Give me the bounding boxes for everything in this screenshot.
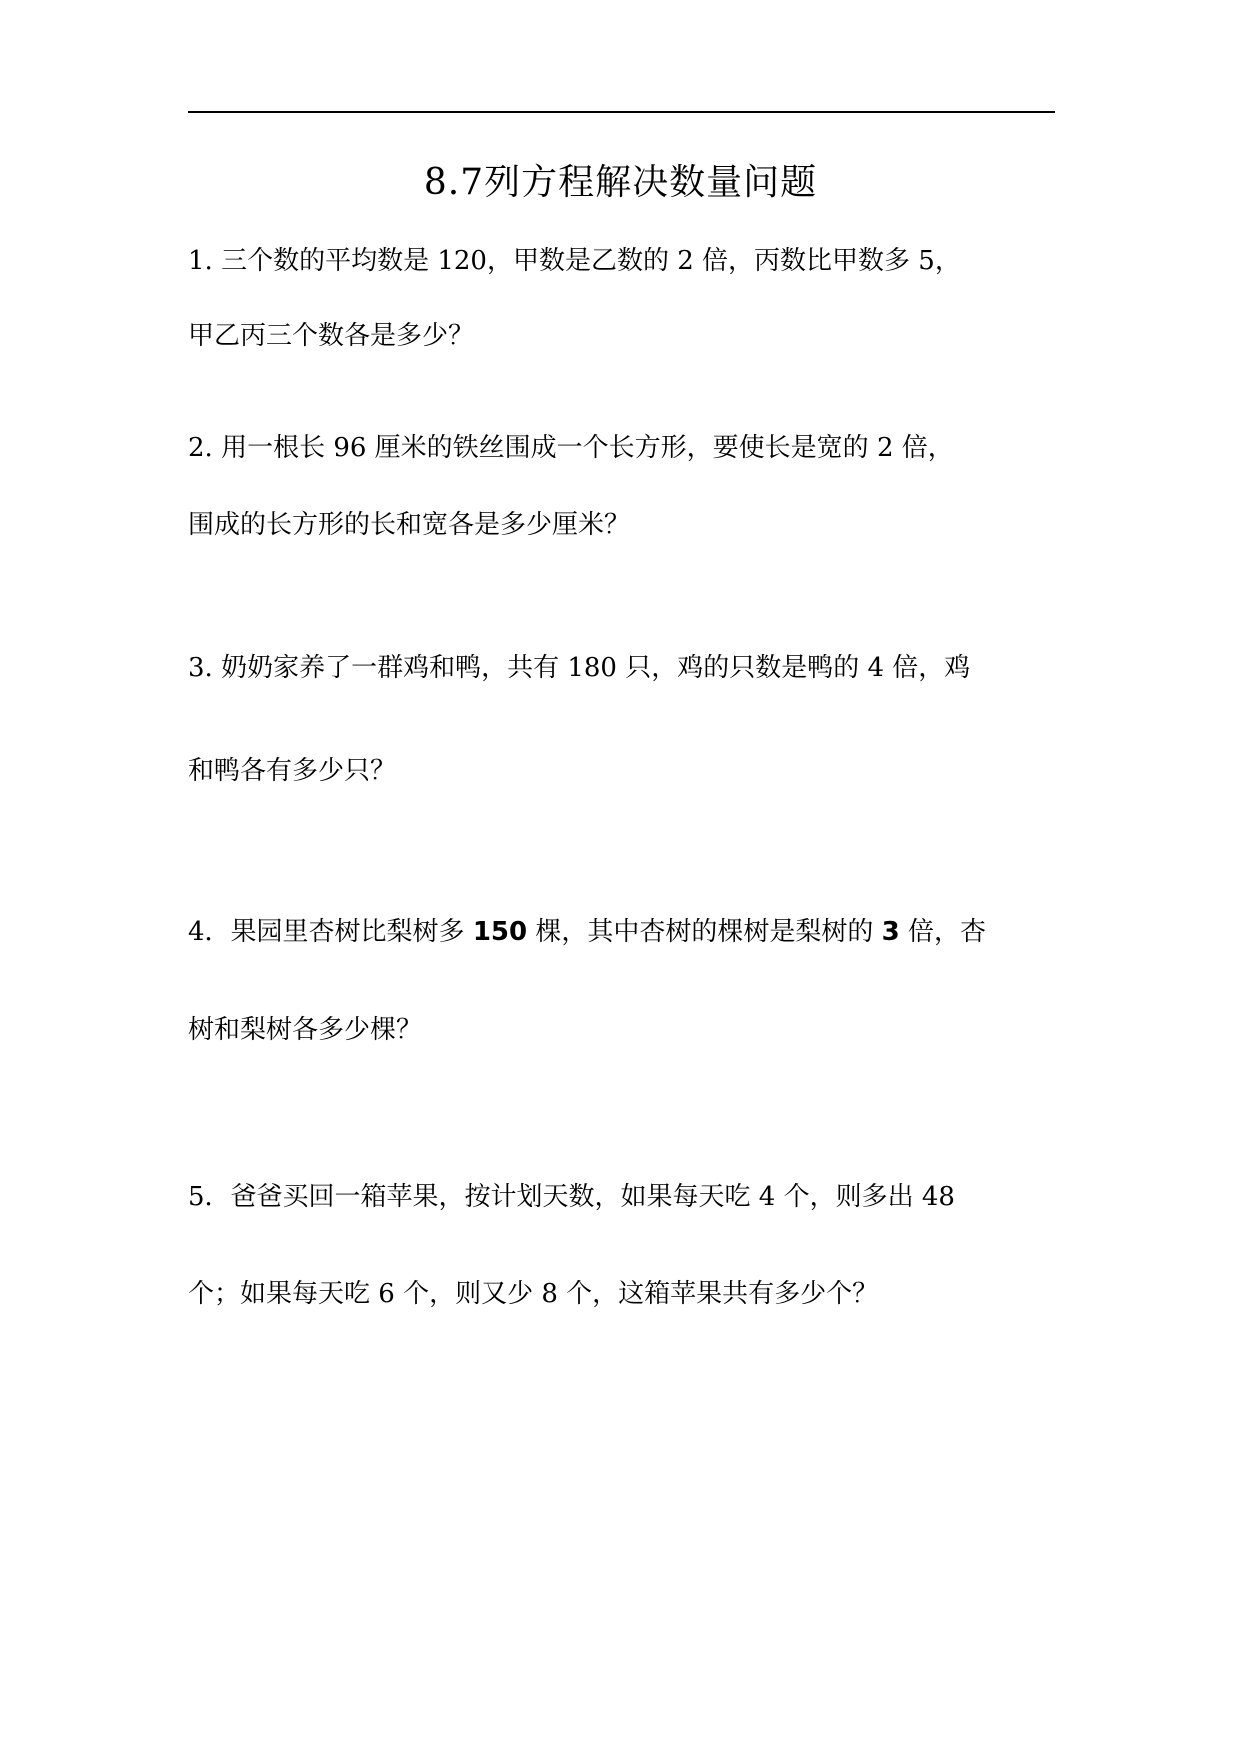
problem-2-line-1: 2. 用一根长 96 厘米的铁丝围成一个长方形，要使长是宽的 2 倍， — [188, 433, 954, 463]
page-title: 8.7列方程解决数量问题 — [423, 162, 818, 203]
problem-3-line-1: 3. 奶奶家养了一群鸡和鸭，共有 180 只，鸡的只数是鸭的 4 倍，鸡 — [188, 653, 971, 683]
problem-4-text-c: 倍，杏 — [899, 917, 986, 947]
problem-1-line-1: 1. 三个数的平均数是 120，甲数是乙数的 2 倍，丙数比甲数多 5， — [188, 246, 961, 276]
problem-1-line-2: 甲乙丙三个数各是多少？ — [188, 321, 475, 351]
problem-4-line-2: 树和梨树各多少棵？ — [188, 1015, 423, 1045]
problem-4-text-b: 棵，其中杏树的棵树是梨树的 — [527, 917, 882, 947]
problem-5-line-1: 5．爸爸买回一箱苹果，按计划天数，如果每天吃 4 个，则多出 48 — [188, 1182, 955, 1212]
problem-3-line-2: 和鸭各有多少只？ — [188, 756, 397, 786]
problem-4-text-a: 4．果园里杏树比梨树多 — [188, 917, 473, 947]
header-rule — [188, 111, 1055, 113]
problem-2-line-2: 围成的长方形的长和宽各是多少厘米？ — [188, 510, 631, 540]
problem-5-line-2: 个；如果每天吃 6 个，则又少 8 个，这箱苹果共有多少个？ — [188, 1279, 879, 1309]
problem-4-line-1 — [188, 912, 986, 952]
problem-4-number-3: 3 — [881, 917, 900, 947]
problem-4-number-150: 150 — [472, 917, 528, 947]
